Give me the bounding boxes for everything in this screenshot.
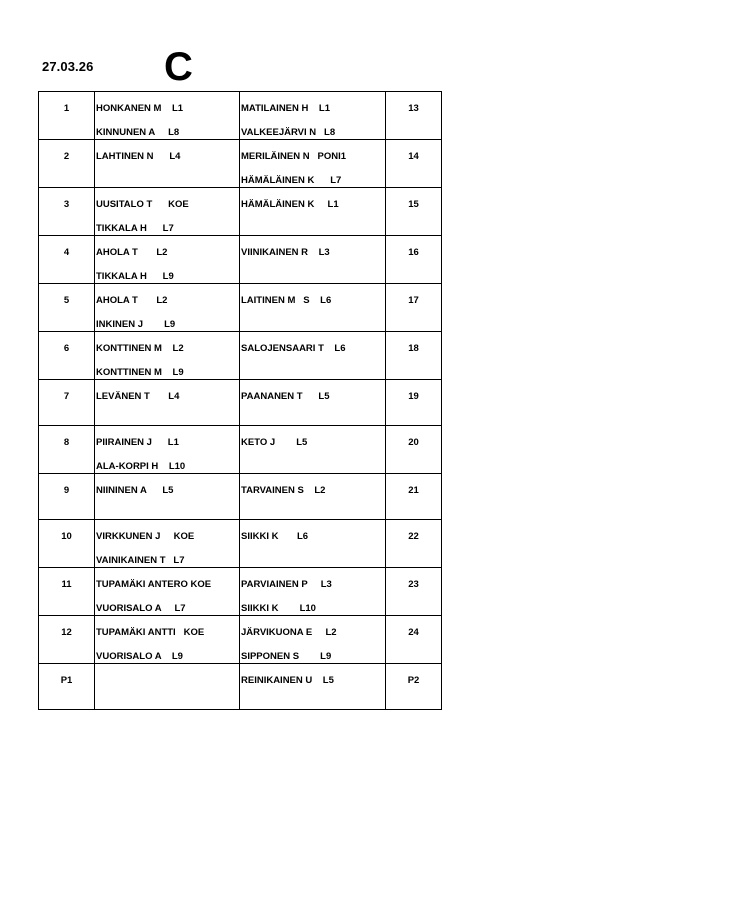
participant-entry: NIININEN A L5 xyxy=(96,485,174,496)
table-row xyxy=(39,332,442,380)
participant-entry: INKINEN J L9 xyxy=(96,319,176,330)
slot-number-right-text: 15 xyxy=(408,199,419,210)
slot-number-right-text: 21 xyxy=(408,485,419,496)
participant-entry: AHOLA T L2 xyxy=(96,295,168,306)
slot-number-left xyxy=(39,426,95,474)
table-row xyxy=(39,520,442,568)
participant-entry: VALKEEJÄRVI N L8 xyxy=(241,127,336,138)
slot-number-right-text: P2 xyxy=(407,675,420,686)
slot-names-right xyxy=(240,92,386,140)
slot-number-right xyxy=(386,616,442,664)
slot-names-right xyxy=(240,520,386,568)
participant-entry: HÄMÄLÄINEN K L7 xyxy=(241,175,342,186)
slot-names-left xyxy=(95,616,240,664)
slot-names-right xyxy=(240,616,386,664)
slot-names-left xyxy=(95,380,240,426)
slot-number-left-text: 1 xyxy=(63,103,70,114)
slot-number-right xyxy=(386,664,442,710)
participant-entry: TIKKALA H L7 xyxy=(96,223,174,234)
participant-entry: VUORISALO A L9 xyxy=(96,651,183,662)
slot-number-left xyxy=(39,474,95,520)
table-row xyxy=(39,140,442,188)
participant-entry: HONKANEN M L1 xyxy=(96,103,184,114)
table-row xyxy=(39,92,442,140)
participant-entry: KETO J L5 xyxy=(241,437,308,448)
slot-number-left-text: P1 xyxy=(60,675,73,686)
table-row xyxy=(39,380,442,426)
table-row xyxy=(39,568,442,616)
participant-entry: VIINIKAINEN R L3 xyxy=(241,247,330,258)
slot-names-left xyxy=(95,568,240,616)
slot-number-right-text: 24 xyxy=(408,627,419,638)
slot-number-right-text: 13 xyxy=(408,103,419,114)
participant-entry: JÄRVIKUONA E L2 xyxy=(241,627,337,638)
participant-entry: TUPAMÄKI ANTTI KOE xyxy=(96,627,205,638)
participant-entry: ALA-KORPI H L10 xyxy=(96,461,186,472)
participant-entry: TIKKALA H L9 xyxy=(96,271,174,282)
slot-number-right xyxy=(386,92,442,140)
slot-names-right xyxy=(240,332,386,380)
slot-number-left-text: 10 xyxy=(61,531,72,542)
participant-entry: KINNUNEN A L8 xyxy=(96,127,180,138)
participant-entry: UUSITALO T KOE xyxy=(96,199,189,210)
participant-entry: LAHTINEN N L4 xyxy=(96,151,181,162)
participant-entry: TUPAMÄKI ANTERO KOE xyxy=(96,579,212,590)
slot-names-left xyxy=(95,236,240,284)
participant-entry: REINIKAINEN U L5 xyxy=(241,675,334,686)
participant-entry: VUORISALO A L7 xyxy=(96,603,186,614)
slot-number-left xyxy=(39,568,95,616)
table-row xyxy=(39,426,442,474)
participant-entry: MERILÄINEN N PONI1 xyxy=(241,151,347,162)
slot-number-left xyxy=(39,284,95,332)
participant-entry: PIIRAINEN J L1 xyxy=(96,437,179,448)
slot-number-left-text: 9 xyxy=(63,485,70,496)
slot-number-left-text: 7 xyxy=(63,391,70,402)
slot-number-left xyxy=(39,616,95,664)
participant-entry: LEVÄNEN T L4 xyxy=(96,391,180,402)
slot-names-right xyxy=(240,568,386,616)
participant-entry: VAINIKAINEN T L7 xyxy=(96,555,185,566)
slot-number-right-text: 19 xyxy=(408,391,419,402)
table-row xyxy=(39,188,442,236)
slot-names-left xyxy=(95,332,240,380)
slot-number-right-text: 17 xyxy=(408,295,419,306)
slot-number-left-text: 12 xyxy=(61,627,72,638)
slot-number-right xyxy=(386,568,442,616)
slot-names-right xyxy=(240,236,386,284)
slot-number-right-text: 20 xyxy=(408,437,419,448)
slot-number-right xyxy=(386,380,442,426)
participant-entry: AHOLA T L2 xyxy=(96,247,168,258)
slot-number-right-text: 22 xyxy=(408,531,419,542)
slot-number-right-text: 16 xyxy=(408,247,419,258)
date-label: 27.03.26 xyxy=(42,59,94,74)
slot-names-left xyxy=(95,284,240,332)
table-row xyxy=(39,474,442,520)
group-letter: C xyxy=(164,45,193,89)
participant-entry: PAANANEN T L5 xyxy=(241,391,330,402)
participant-entry: TARVAINEN S L2 xyxy=(241,485,326,496)
participant-entry: VIRKKUNEN J KOE xyxy=(96,531,195,542)
participant-entry: PARVIAINEN P L3 xyxy=(241,579,332,590)
slot-names-left xyxy=(95,188,240,236)
slot-number-left xyxy=(39,92,95,140)
table-row xyxy=(39,664,442,710)
participant-entry: SIIKKI K L10 xyxy=(241,603,316,614)
slot-names-right xyxy=(240,284,386,332)
slot-number-left-text: 11 xyxy=(61,579,72,590)
slot-names-right xyxy=(240,188,386,236)
slot-number-left-text: 6 xyxy=(63,343,70,354)
slot-number-right xyxy=(386,284,442,332)
table-row xyxy=(39,236,442,284)
slot-number-left-text: 4 xyxy=(63,247,70,258)
table-row xyxy=(39,616,442,664)
slot-number-right xyxy=(386,426,442,474)
slot-number-right xyxy=(386,188,442,236)
slot-number-left xyxy=(39,236,95,284)
participant-entry: SALOJENSAARI T L6 xyxy=(241,343,346,354)
slot-names-right xyxy=(240,140,386,188)
schedule-table xyxy=(38,91,442,710)
slot-names-left xyxy=(95,664,240,710)
slot-names-right xyxy=(240,474,386,520)
slot-number-right xyxy=(386,520,442,568)
slot-number-left xyxy=(39,188,95,236)
participant-entry: LAITINEN M S L6 xyxy=(241,295,332,306)
slot-number-left xyxy=(39,520,95,568)
slot-names-right xyxy=(240,664,386,710)
slot-names-right xyxy=(240,426,386,474)
participant-entry: SIIKKI K L6 xyxy=(241,531,309,542)
slot-number-left xyxy=(39,332,95,380)
participant-entry: HÄMÄLÄINEN K L1 xyxy=(241,199,339,210)
slot-number-right xyxy=(386,474,442,520)
slot-number-left xyxy=(39,664,95,710)
slot-number-left xyxy=(39,140,95,188)
slot-number-right xyxy=(386,236,442,284)
slot-number-left-text: 3 xyxy=(63,199,70,210)
slot-names-right xyxy=(240,380,386,426)
slot-number-left xyxy=(39,380,95,426)
participant-entry: KONTTINEN M L9 xyxy=(96,367,184,378)
slot-names-left xyxy=(95,140,240,188)
table-row xyxy=(39,284,442,332)
slot-number-right xyxy=(386,332,442,380)
participant-entry: SIPPONEN S L9 xyxy=(241,651,332,662)
slot-number-right xyxy=(386,140,442,188)
slot-number-left-text: 8 xyxy=(63,437,70,448)
participant-entry: KONTTINEN M L2 xyxy=(96,343,184,354)
slot-number-right-text: 18 xyxy=(408,343,419,354)
slot-names-left xyxy=(95,426,240,474)
schedule-body xyxy=(39,92,442,710)
participant-entry: MATILAINEN H L1 xyxy=(241,103,331,114)
slot-number-right-text: 14 xyxy=(408,151,419,162)
slot-number-right-text: 23 xyxy=(408,579,419,590)
slot-names-left xyxy=(95,92,240,140)
slot-number-left-text: 2 xyxy=(63,151,70,162)
slot-names-left xyxy=(95,474,240,520)
slot-names-left xyxy=(95,520,240,568)
slot-number-left-text: 5 xyxy=(63,295,70,306)
